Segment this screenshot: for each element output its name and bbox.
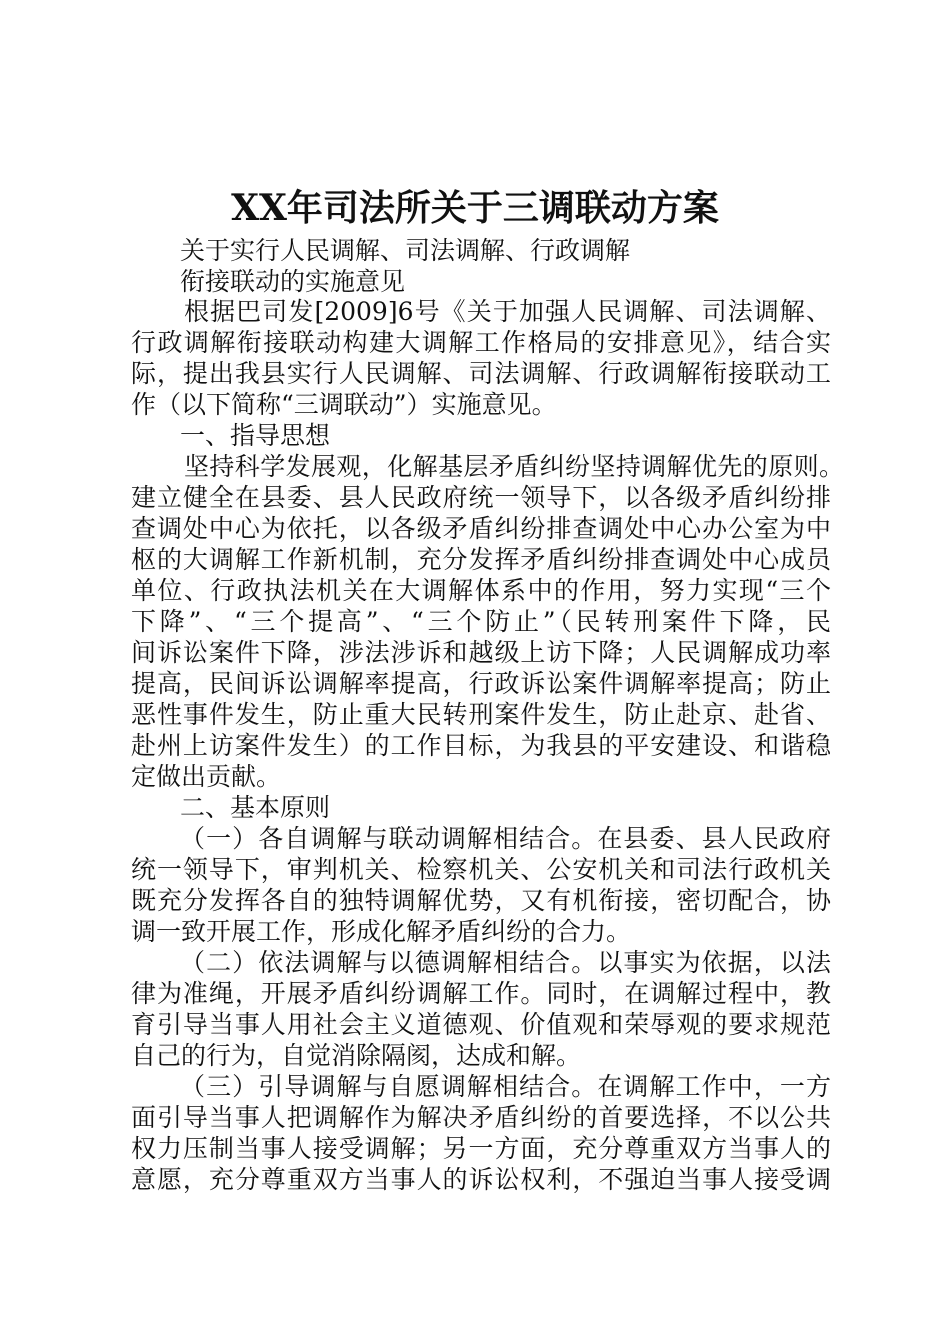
paragraph-line: 意愿，充分尊重双方当事人的诉讼权利，不强迫当事人接受调	[131, 1165, 831, 1194]
document-title: XX年司法所关于三调联动方案	[231, 187, 719, 229]
section-heading: 二、基本原则	[180, 793, 331, 822]
paragraph-line: （一）各自调解与联动调解相结合。在县委、县人民政府	[180, 824, 831, 853]
paragraph-line: （二）依法调解与以德调解相结合。以事实为依据，以法	[180, 948, 831, 977]
paragraph-line: 既充分发挥各自的独特调解优势，又有机衔接，密切配合，协	[131, 886, 831, 915]
paragraph-line: 自己的行为，自觉消除隔阂，达成和解。	[131, 1041, 582, 1070]
paragraph-line: 行政调解衔接联动构建大调解工作格局的安排意见》，结合实	[131, 328, 831, 357]
paragraph-line: 育引导当事人用社会主义道德观、价值观和荣辱观的要求规范	[131, 1010, 831, 1039]
paragraph-line: 查调处中心为依托，以各级矛盾纠纷排查调处中心办公室为中	[131, 514, 831, 543]
paragraph-line: 恶性事件发生，防止重大民转刑案件发生，防止赴京、赴省、	[131, 700, 831, 729]
paragraph-line: 建立健全在县委、县人民政府统一领导下，以各级矛盾纠纷排	[131, 483, 831, 512]
section-heading: 一、指导思想	[180, 421, 331, 450]
subtitle-line-2: 衔接联动的实施意见	[180, 267, 406, 296]
paragraph-line: 调一致开展工作，形成化解矛盾纠纷的合力。	[131, 917, 632, 946]
paragraph-line: 下降”、“三个提高”、“三个防止”（民转刑案件下降，民	[131, 607, 831, 636]
paragraph-line: 定做出贡献。	[131, 762, 282, 791]
paragraph-line: 赴州上访案件发生）的工作目标，为我县的平安建设、和谐稳	[131, 731, 831, 760]
paragraph-line: （三）引导调解与自愿调解相结合。在调解工作中，一方	[180, 1072, 831, 1101]
subtitle-line-1: 关于实行人民调解、司法调解、行政调解	[180, 236, 631, 265]
paragraph-line: 提高，民间诉讼调解率提高，行政诉讼案件调解率提高；防止	[131, 669, 831, 698]
paragraph-line: 单位、行政执法机关在大调解体系中的作用，努力实现“三个	[131, 576, 831, 605]
paragraph-line: 权力压制当事人接受调解；另一方面，充分尊重双方当事人的	[131, 1134, 831, 1163]
paragraph-line: 际，提出我县实行人民调解、司法调解、行政调解衔接联动工	[131, 359, 831, 388]
paragraph-line: 面引导当事人把调解作为解决矛盾纠纷的首要选择，不以公共	[131, 1103, 831, 1132]
paragraph-line: 根据巴司发[2009]6号《关于加强人民调解、司法调解、	[184, 297, 831, 326]
paragraph-line: 坚持科学发展观，化解基层矛盾纠纷坚持调解优先的原则。	[184, 452, 844, 481]
paragraph-line: 枢的大调解工作新机制，充分发挥矛盾纠纷排查调处中心成员	[131, 545, 831, 574]
paragraph-line: 间诉讼案件下降，涉法涉诉和越级上访下降；人民调解成功率	[131, 638, 831, 667]
paragraph-line: 作（以下简称“三调联动”）实施意见。	[131, 390, 557, 419]
paragraph-line: 律为准绳，开展矛盾纠纷调解工作。同时，在调解过程中，教	[131, 979, 831, 1008]
paragraph-line: 统一领导下，审判机关、检察机关、公安机关和司法行政机关	[131, 855, 831, 884]
